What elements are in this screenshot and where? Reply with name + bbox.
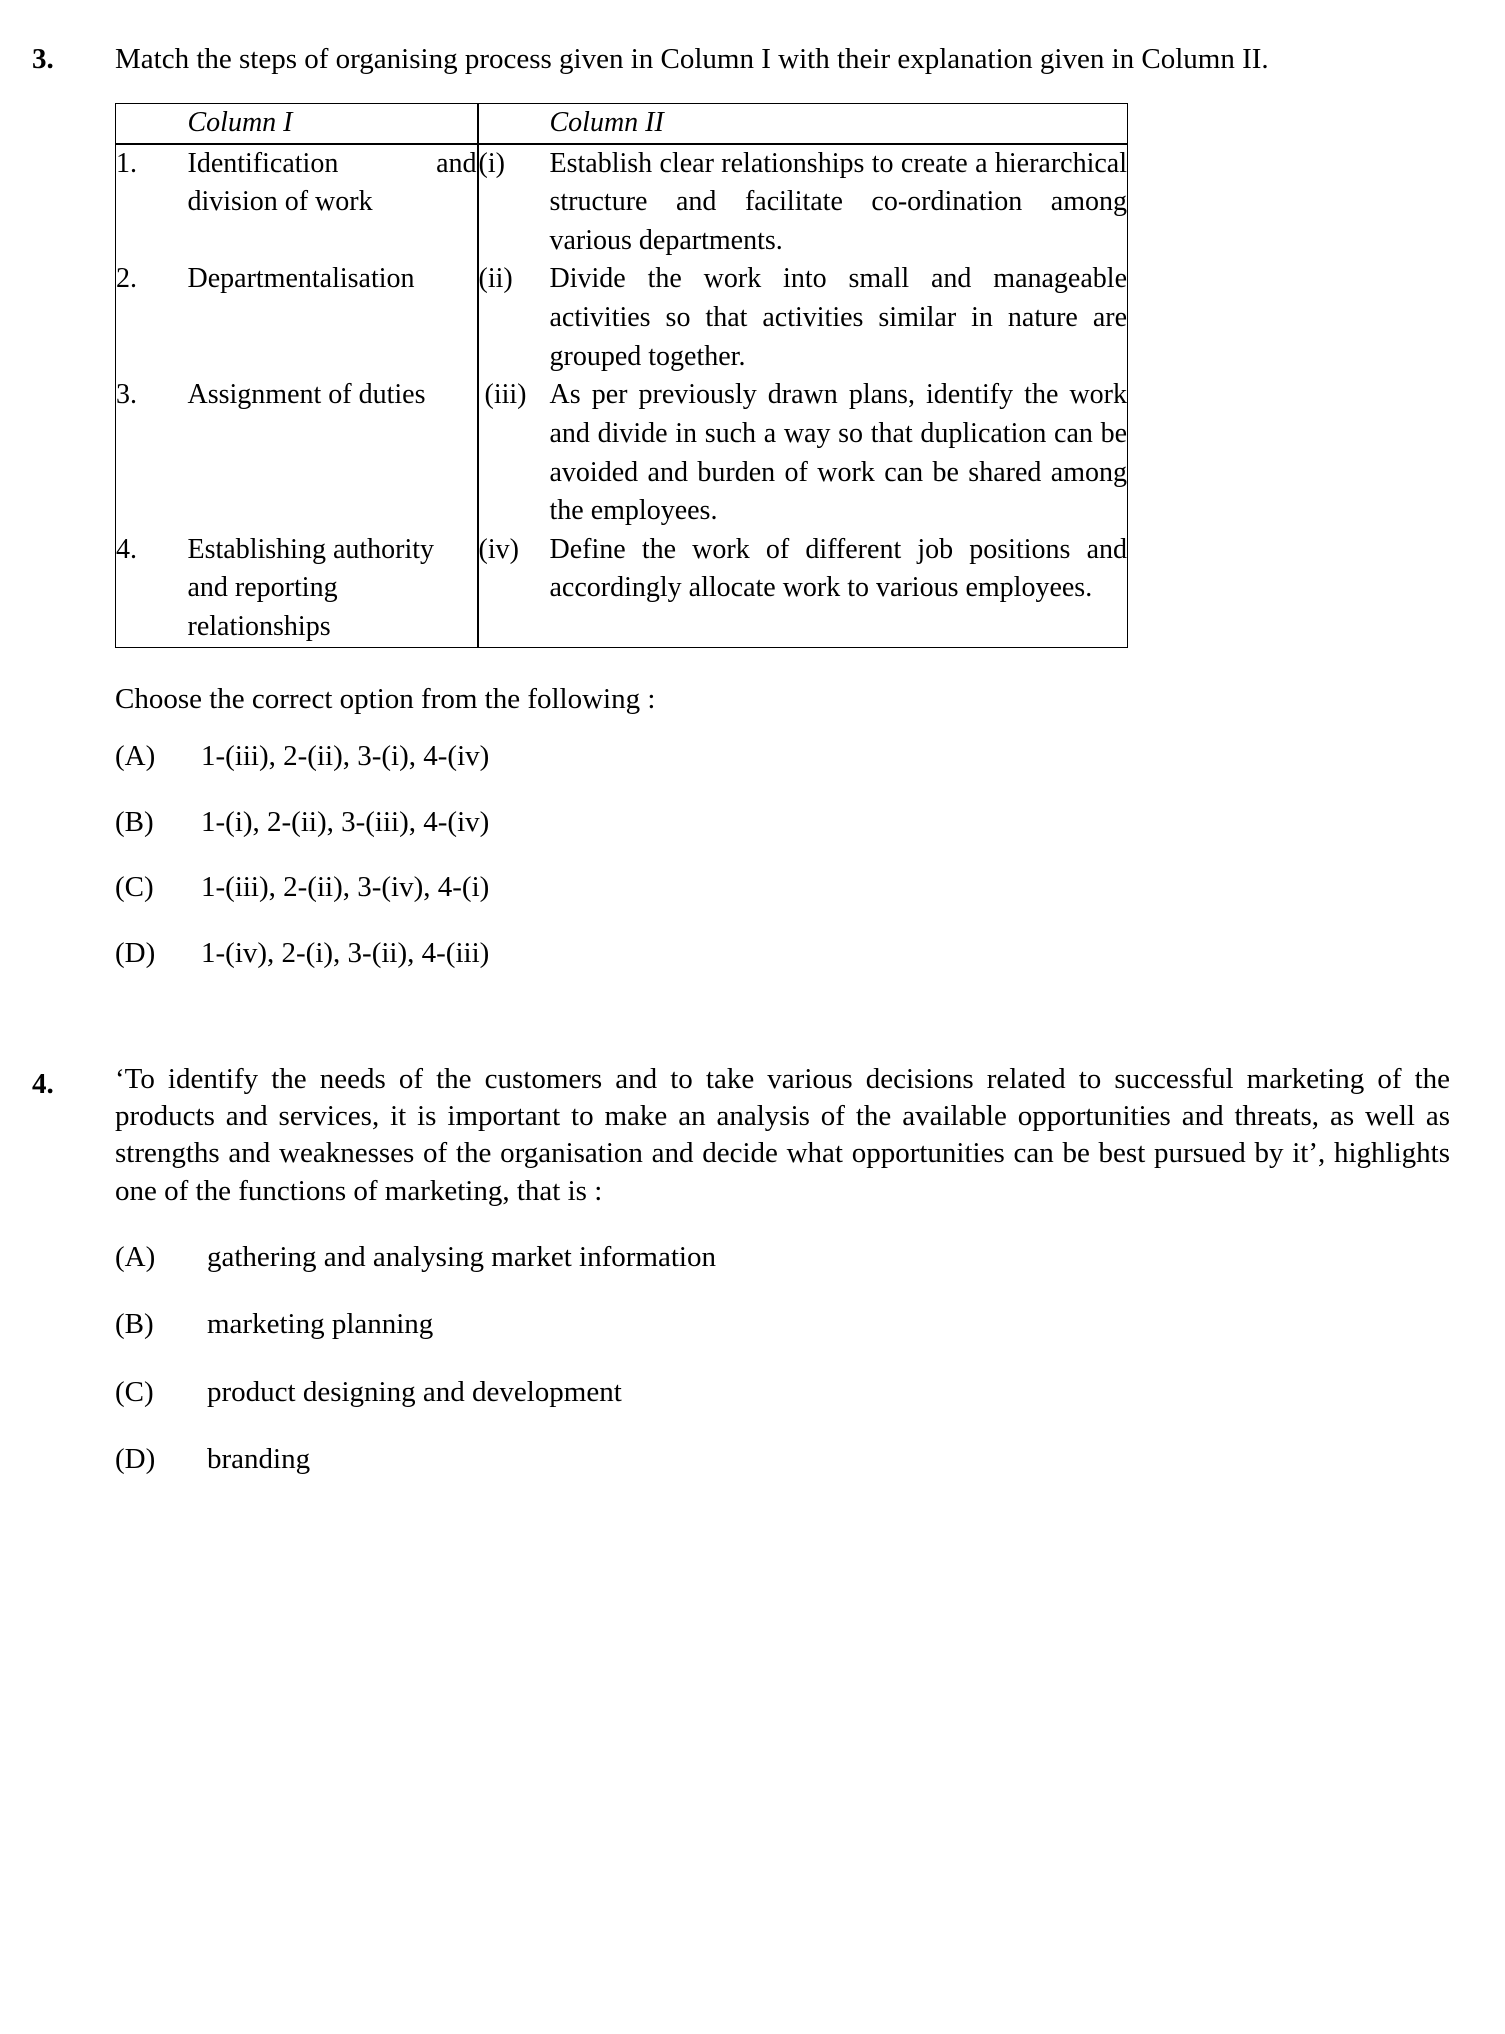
question-3: [0, 36, 1505, 997]
option-a-label: (A): [115, 740, 156, 773]
question-4-options: [115, 1236, 1450, 1482]
row-3-left-number: 3.: [116, 379, 137, 411]
option-d-label: (D): [115, 936, 156, 969]
option-d[interactable]: [115, 1438, 1450, 1482]
table-head: [116, 103, 1128, 143]
row-4-left-number: 4.: [116, 533, 137, 565]
table-body: [116, 144, 1128, 648]
option-c[interactable]: [115, 1371, 1450, 1415]
header-spacer-right: [478, 103, 550, 143]
row-1-right-text: Establish clear relationships to create a hierarchical structure and facilitate co-ordination among various departments.: [549, 147, 1127, 256]
option-c-label: (C): [115, 871, 154, 904]
table-row: [116, 376, 1128, 531]
question-4: [0, 1061, 1505, 1505]
row-4-left-text: Establishing authority and reporting relationships: [187, 533, 435, 643]
table-row: [116, 260, 1128, 376]
column-i-header: Column I: [188, 103, 478, 143]
choose-option-instruction: Choose the correct option from the following :: [115, 682, 656, 715]
option-a-label: (A): [115, 1240, 156, 1273]
match-table-wrapper: [115, 103, 1450, 648]
option-b-text: marketing planning: [207, 1308, 434, 1341]
option-d-text: branding: [207, 1443, 311, 1476]
question-gap: [0, 997, 1505, 1061]
option-c[interactable]: [115, 866, 1450, 910]
option-b[interactable]: [115, 801, 1450, 845]
table-header-row: [116, 103, 1128, 143]
option-a-text: 1-(iii), 2-(ii), 3-(i), 4-(iv): [201, 740, 490, 773]
table-row: [116, 531, 1128, 647]
column-ii-header: Column II: [550, 103, 1128, 143]
option-c-text: 1-(iii), 2-(ii), 3-(iv), 4-(i): [201, 871, 490, 904]
option-c-text: product designing and development: [207, 1375, 622, 1408]
row-4-right-number: (iv): [478, 531, 550, 647]
row-2-right-text: Divide the work into small and manageable activities so that activities similar in nature are grouped together.: [549, 263, 1127, 372]
question-4-body: [115, 1061, 1505, 1505]
option-b-text: 1-(i), 2-(ii), 3-(iii), 4-(iv): [201, 805, 490, 838]
row-1-left-number: 1.: [116, 147, 137, 179]
question-4-number: 4.: [32, 1068, 54, 1101]
option-b-label: (B): [115, 805, 154, 838]
row-3-right-text: As per previously drawn plans, identify the work and divide in such a way so that duplication can be avoided and burden of work can be shared among the employees.: [549, 379, 1127, 527]
option-c-label: (C): [115, 1375, 154, 1408]
row-2-right-number: (ii): [478, 260, 550, 376]
row-2-left-text: Departmentalisation: [187, 263, 415, 295]
header-spacer-left: [116, 103, 188, 143]
table-row: [116, 144, 1128, 261]
question-3-stem: Match the steps of organising process given in Column I with their explanation given in Column II.: [115, 43, 1269, 75]
row-3-left-text: Assignment of duties: [187, 379, 426, 411]
option-d-text: 1-(iv), 2-(i), 3-(ii), 4-(iii): [201, 936, 490, 969]
option-b-label: (B): [115, 1308, 154, 1341]
column-matching-table: [115, 103, 1128, 648]
question-3-number: 3.: [32, 43, 54, 75]
row-4-right-text: Define the work of different job positions and accordingly allocate work to various employees.: [549, 533, 1127, 604]
row-1-left-text: Identification and division of work: [187, 147, 477, 218]
question-3-body: [115, 36, 1505, 997]
option-d[interactable]: [115, 932, 1450, 976]
row-1-right-number: (i): [478, 144, 550, 261]
option-a-text: gathering and analysing market information: [207, 1240, 716, 1273]
question-3-options: [115, 735, 1450, 975]
option-b[interactable]: [115, 1303, 1450, 1347]
option-a[interactable]: [115, 1236, 1450, 1280]
row-3-right-number: (iii): [478, 376, 550, 531]
option-a[interactable]: [115, 735, 1450, 779]
row-2-left-number: 2.: [116, 263, 137, 295]
question-4-stem: ‘To identify the needs of the customers and to take various decisions related to successful marketing of the products and services, it is important to make an analysis of the available opportunities and threats, as well as strengths and weaknesses of the organisation and decide what opportunities can be best pursued by it’, highlights one of the functions of marketing, that is :: [115, 1063, 1450, 1207]
option-d-label: (D): [115, 1443, 156, 1476]
